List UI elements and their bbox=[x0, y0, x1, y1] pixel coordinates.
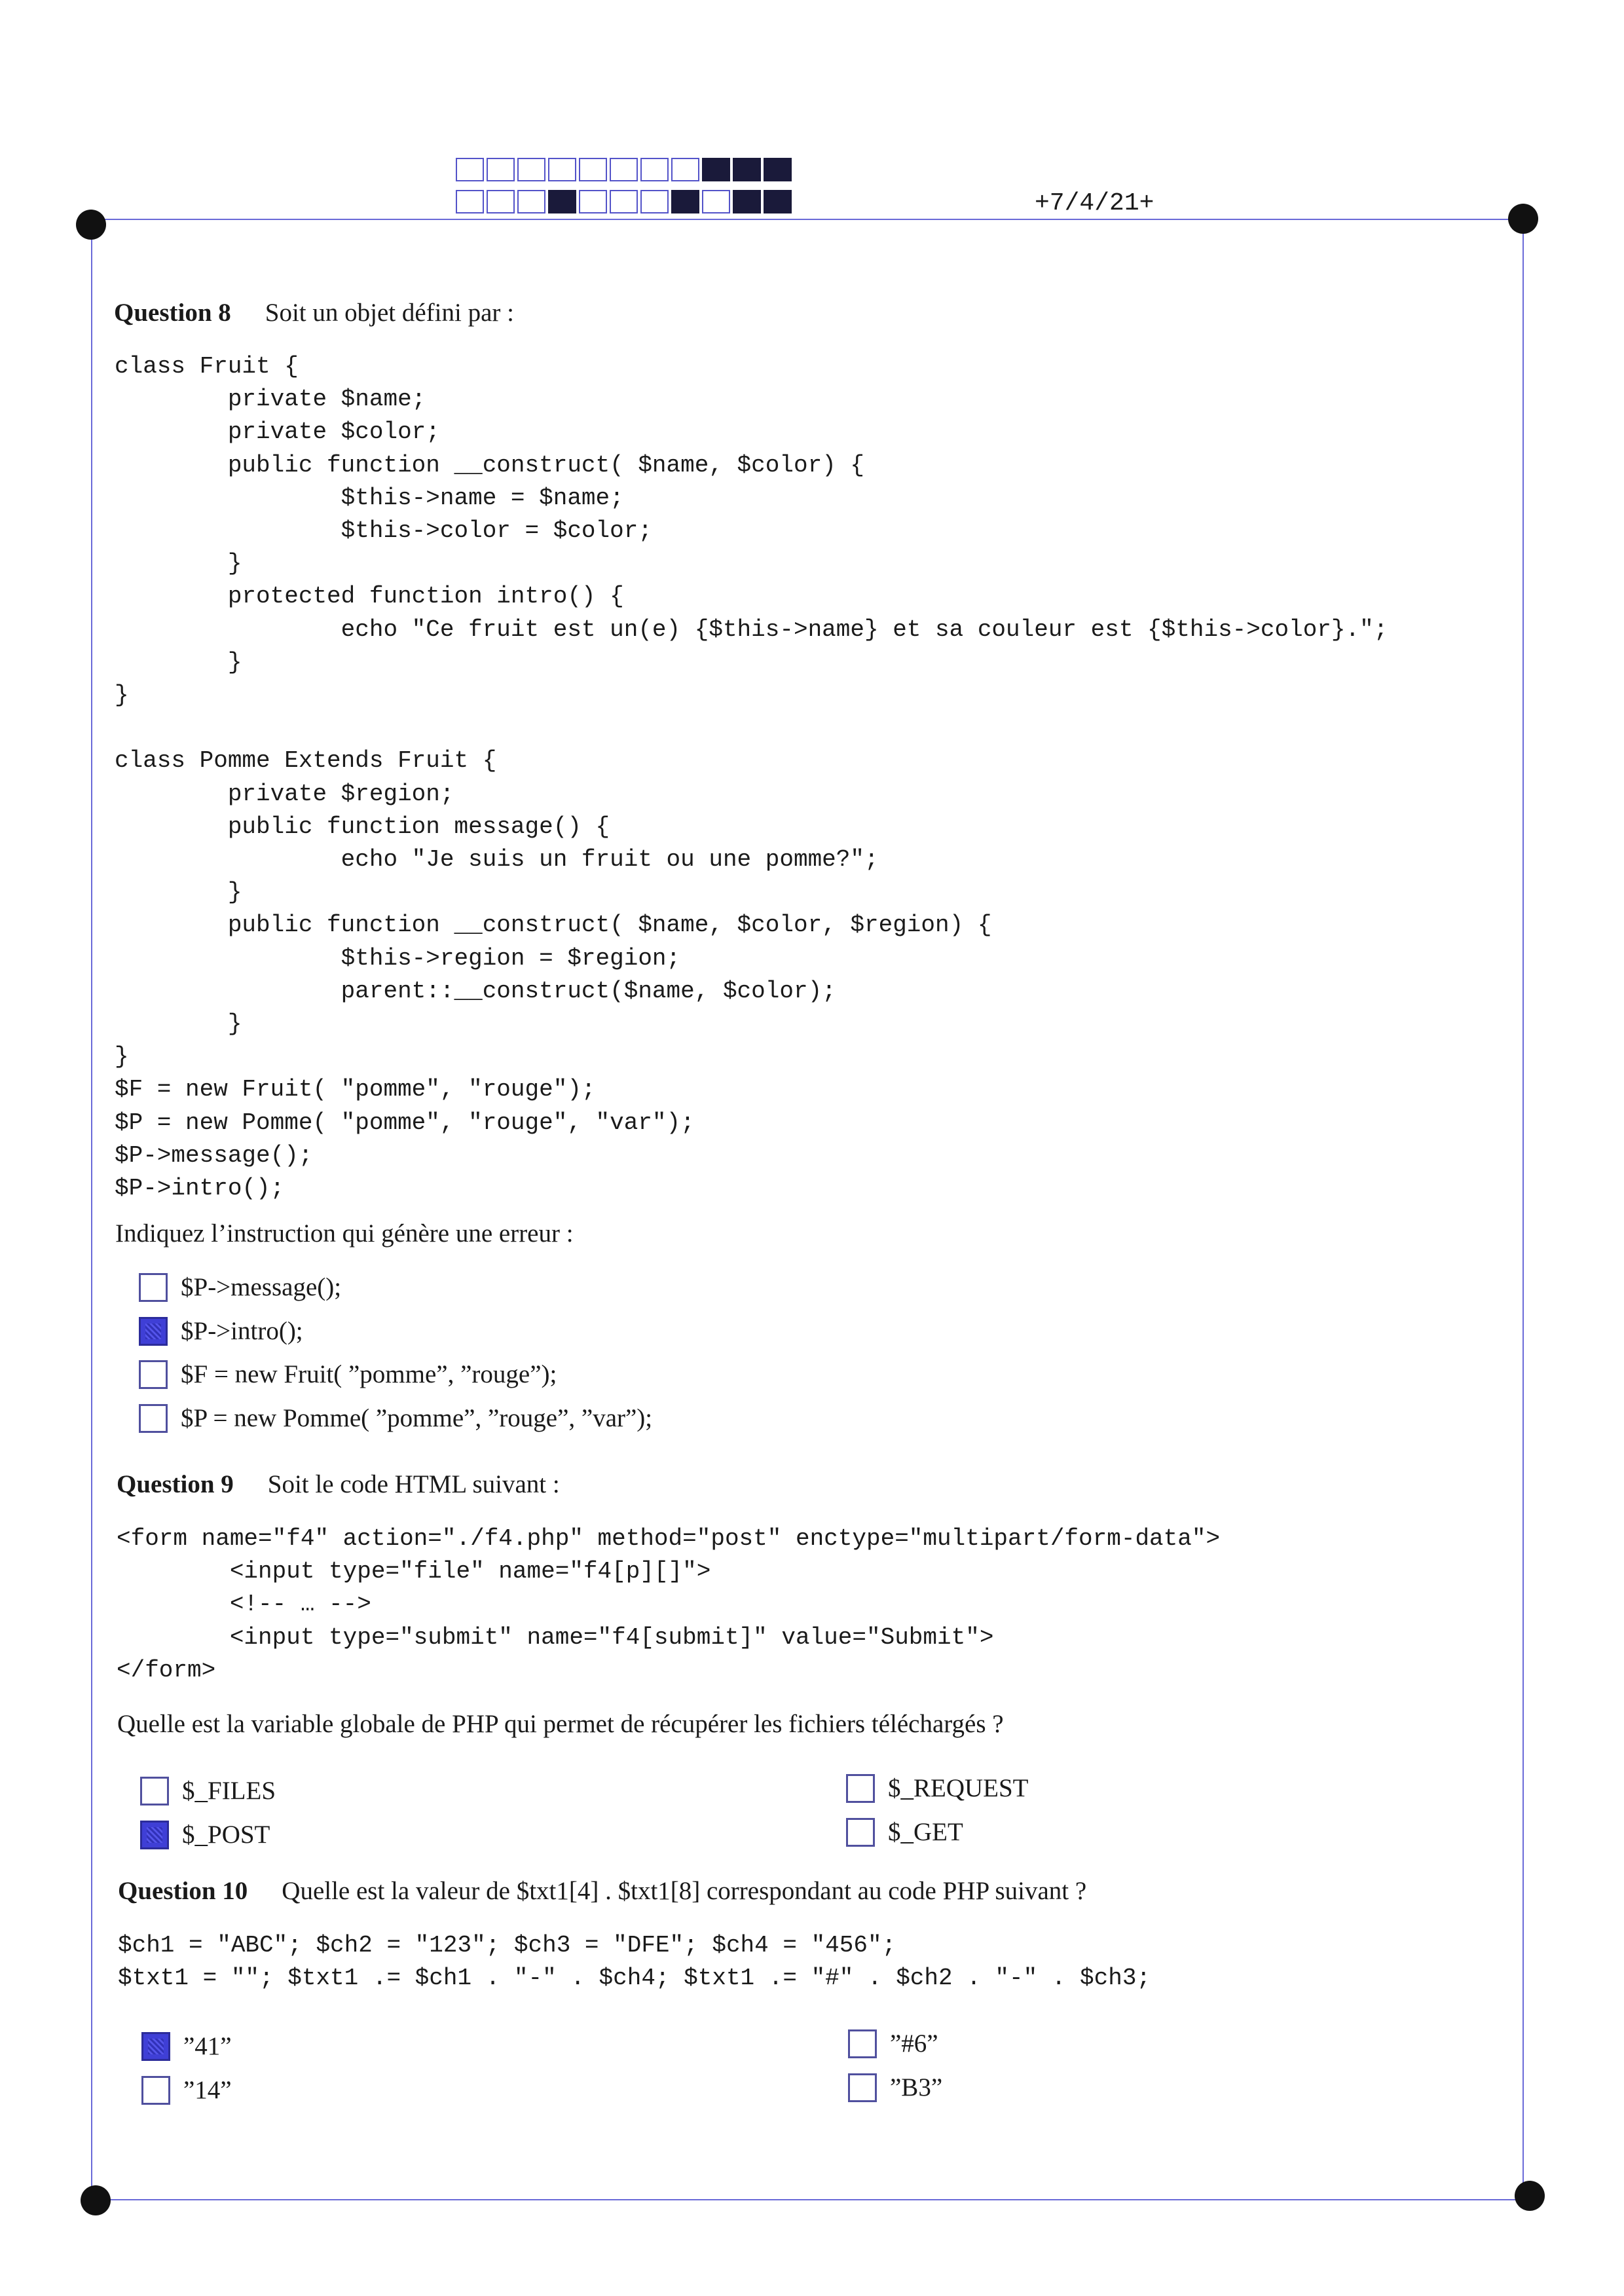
q9-option-1[interactable] bbox=[140, 1776, 276, 1805]
question-9-prompt: Quelle est la variable globale de PHP qui permet de récupérer les fichiers téléchargés ? bbox=[117, 1710, 1004, 1738]
option-label: $_REQUEST bbox=[888, 1774, 1029, 1802]
id-mark-filled bbox=[671, 190, 699, 213]
checkbox[interactable] bbox=[139, 1404, 168, 1433]
checkbox[interactable] bbox=[139, 1273, 168, 1302]
q9-option-3[interactable] bbox=[846, 1773, 1029, 1803]
q8-option-3[interactable] bbox=[139, 1360, 557, 1389]
question-8-prompt: Indiquez l’instruction qui génère une erreur : bbox=[115, 1219, 574, 1248]
option-label: ”B3” bbox=[890, 2073, 943, 2102]
option-label: $P->intro(); bbox=[181, 1317, 303, 1345]
q10-option-3[interactable] bbox=[848, 2029, 938, 2058]
option-label: $_FILES bbox=[182, 1777, 276, 1805]
option-label: $_POST bbox=[182, 1821, 270, 1849]
question-8-code: class Fruit { private $name; private $color; public function __construct( $name, $color) { $this->name = $name; $this->color = $color; } protected function intro() { echo "Ce fruit est un(e) {$this->name} et sa couleur est {$this->color}."; } } class Pomme Extends Fruit { private $region; public function message() { echo "Je suis un fruit ou une pomme?"; } public function __construct( $name, $color, $region) { $this->region = $region; parent::__construct($name, $color); } } $F = new Fruit( "pomme", "rouge"); $P = new Pomme( "pomme", "rouge", "var"); $P->message(); $P->intro(); bbox=[115, 353, 1388, 1202]
id-mark-filled bbox=[733, 190, 761, 213]
option-label: $F = new Fruit( ”pomme”, ”rouge”); bbox=[181, 1360, 557, 1388]
question-text: Soit le code HTML suivant : bbox=[267, 1470, 560, 1498]
checkbox[interactable] bbox=[848, 2029, 877, 2058]
option-label: $P->message(); bbox=[181, 1273, 342, 1301]
checkbox[interactable] bbox=[139, 1317, 168, 1346]
id-mark-empty bbox=[456, 158, 484, 181]
id-mark-filled bbox=[764, 158, 792, 181]
q8-option-2[interactable] bbox=[139, 1316, 303, 1346]
option-label: ”41” bbox=[183, 2032, 232, 2060]
id-mark-empty bbox=[579, 158, 607, 181]
question-10-heading bbox=[118, 1876, 1086, 1906]
q10-option-2[interactable] bbox=[141, 2075, 232, 2105]
id-mark-empty bbox=[579, 190, 607, 213]
student-id-marks-bottom bbox=[456, 190, 794, 216]
question-label: Question 8 bbox=[114, 299, 231, 327]
page-code: +7/4/21+ bbox=[1035, 189, 1154, 217]
question-9-code: <form name="f4" action="./f4.php" method="post" enctype="multipart/form-data"> <input type="file" name="f4[p][]"> <!-- … --> <input type="submit" name="f4[submit]" value="Submit"> </form> bbox=[117, 1525, 1221, 1684]
q10-option-4[interactable] bbox=[848, 2073, 942, 2102]
id-mark-empty bbox=[702, 190, 730, 213]
id-mark-filled bbox=[733, 158, 761, 181]
option-label: $P = new Pomme( ”pomme”, ”rouge”, ”var”); bbox=[181, 1404, 653, 1432]
q10-option-1[interactable] bbox=[141, 2031, 232, 2061]
checkbox[interactable] bbox=[848, 2073, 877, 2102]
q9-option-2[interactable] bbox=[140, 1820, 270, 1849]
checkbox[interactable] bbox=[140, 1821, 169, 1849]
q8-option-1[interactable] bbox=[139, 1272, 341, 1302]
id-mark-filled bbox=[702, 158, 730, 181]
registration-mark-top-right bbox=[1508, 204, 1538, 234]
checkbox[interactable] bbox=[139, 1360, 168, 1389]
id-mark-empty bbox=[640, 158, 669, 181]
id-mark-empty bbox=[456, 190, 484, 213]
id-mark-filled bbox=[548, 190, 576, 213]
question-9-heading bbox=[117, 1470, 560, 1499]
q9-option-4[interactable] bbox=[846, 1817, 963, 1847]
id-mark-empty bbox=[487, 190, 515, 213]
option-label: $_GET bbox=[888, 1818, 963, 1846]
question-8-heading bbox=[114, 298, 514, 327]
id-mark-empty bbox=[610, 158, 638, 181]
registration-mark-bottom-left bbox=[81, 2185, 111, 2215]
registration-mark-bottom-right bbox=[1515, 2181, 1545, 2211]
id-mark-empty bbox=[671, 158, 699, 181]
checkbox[interactable] bbox=[140, 1777, 169, 1805]
id-mark-empty bbox=[487, 158, 515, 181]
checkbox[interactable] bbox=[846, 1774, 875, 1803]
id-mark-empty bbox=[517, 158, 545, 181]
id-mark-filled bbox=[764, 190, 792, 213]
question-label: Question 9 bbox=[117, 1470, 234, 1498]
id-mark-empty bbox=[548, 158, 576, 181]
q8-option-4[interactable] bbox=[139, 1403, 652, 1433]
id-mark-empty bbox=[610, 190, 638, 213]
question-10-code: $ch1 = "ABC"; $ch2 = "123"; $ch3 = "DFE"; $ch4 = "456"; $txt1 = ""; $txt1 .= $ch1 . "-" . $ch4; $txt1 .= "#" . $ch2 . "-" . $ch3; bbox=[118, 1932, 1151, 1992]
question-text: Soit un objet défini par : bbox=[265, 299, 514, 327]
checkbox[interactable] bbox=[846, 1818, 875, 1847]
option-label: ”#6” bbox=[890, 2029, 938, 2058]
id-mark-empty bbox=[517, 190, 545, 213]
student-id-marks-top bbox=[456, 158, 794, 184]
question-label: Question 10 bbox=[118, 1877, 248, 1905]
option-label: ”14” bbox=[183, 2076, 232, 2104]
question-text: Quelle est la valeur de $txt1[4] . $txt1[8] correspondant au code PHP suivant ? bbox=[282, 1877, 1087, 1905]
registration-mark-top-left bbox=[76, 210, 106, 240]
checkbox[interactable] bbox=[141, 2032, 170, 2061]
id-mark-empty bbox=[640, 190, 669, 213]
checkbox[interactable] bbox=[141, 2076, 170, 2105]
